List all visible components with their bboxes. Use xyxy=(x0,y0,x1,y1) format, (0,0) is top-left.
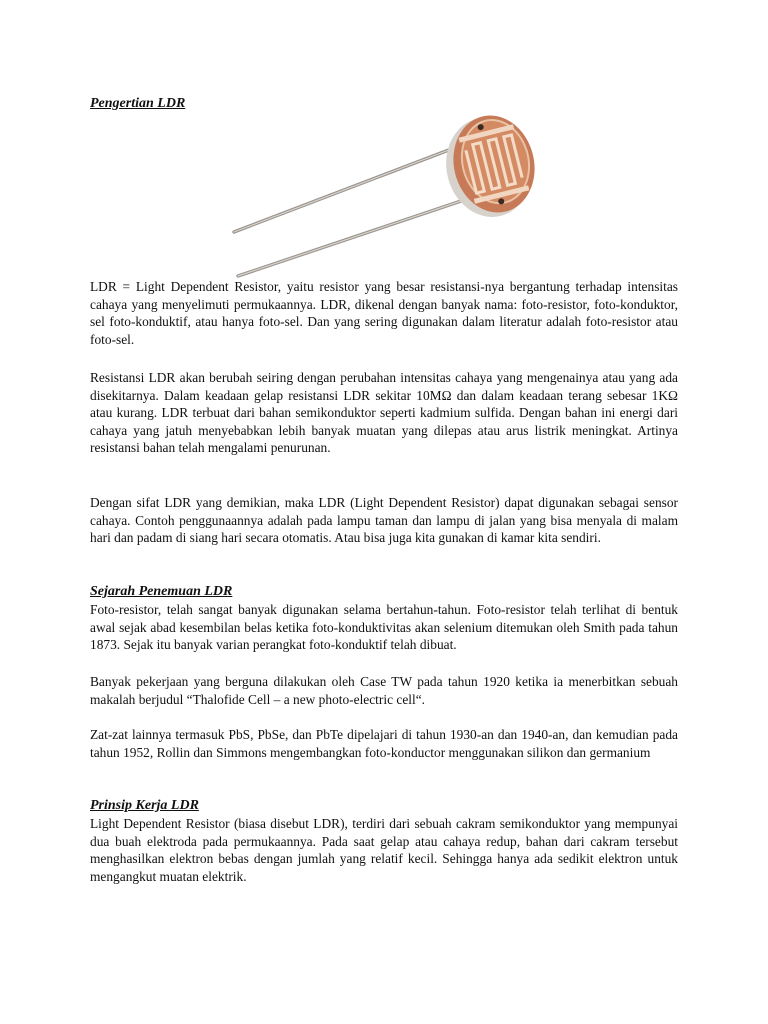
paragraph: Light Dependent Resistor (biasa disebut LDR), terdiri dari sebuah cakram semikonduktor yang mempunyai dua buah elektroda pada permukaannya. Pada saat gelap atau cahaya redup, bahan dari cakram tersebut menghasilkan elektron bebas dengan jumlah yang relatif kecil. Sehingga hanya ada sedikit elektron untuk mengangkut muatan elektrik. xyxy=(90,816,678,884)
paragraph: Foto-resistor, telah sangat banyak digunakan selama bertahun-tahun. Foto-resistor telah terlihat di bentuk awal sejak abad kesembilan belas ketika foto-konduktivitas akan selenium ditemukan oleh Smith pada tahun 1873. Sejak itu banyak varian perangkat foto-konduktif telah dibuat. xyxy=(90,602,678,653)
ldr-photo xyxy=(232,108,538,282)
heading-prinsip-kerja-ldr: Prinsip Kerja LDR xyxy=(90,798,199,813)
paragraph: LDR = Light Dependent Resistor, yaitu resistor yang besar resistansi-nya bergantung terhadap intensitas cahaya yang menyelimuti permukaannya. LDR, dikenal dengan banyak nama: foto-resistor, foto-konduktor, sel foto-konduktif, atau hanya foto-sel. Dan yang sering digunakan dalam literatur adalah foto-resistor atau foto-sel. xyxy=(90,279,678,347)
heading-sejarah-penemuan-ldr: Sejarah Penemuan LDR xyxy=(90,584,233,599)
paragraph: Banyak pekerjaan yang berguna dilakukan oleh Case TW pada tahun 1920 ketika ia menerbitkan sebuah makalah berjudul “Thalofide Cell – a new photo-electric cell“. xyxy=(90,674,678,707)
paragraph: Zat-zat lainnya termasuk PbS, PbSe, dan PbTe dipelajari di tahun 1930-an dan 1940-an, dan kemudian pada tahun 1952, Rollin dan Simmons mengembangkan foto-konductor menggunakan silikon dan germanium xyxy=(90,727,678,760)
ldr-illustration xyxy=(232,108,538,282)
paragraph: Dengan sifat LDR yang demikian, maka LDR (Light Dependent Resistor) dapat digunakan sebagai sensor cahaya. Contoh penggunaannya adalah pada lampu taman dan lampu di jalan yang bisa menyala di malam hari dan padam di siang hari secara otomatis. Atau bisa juga kita gunakan di kamar kita sendiri. xyxy=(90,495,678,546)
heading-pengertian-ldr: Pengertian LDR xyxy=(90,96,186,111)
paragraph: Resistansi LDR akan berubah seiring dengan perubahan intensitas cahaya yang mengenainya atau yang ada disekitarnya. Dalam keadaan gelap resistansi LDR sekitar 10MΩ dan dalam keadaan terang sebesar 1KΩ atau kurang. LDR terbuat dari bahan semikonduktor seperti kadmium sulfida. Dengan bahan ini energi dari cahaya yang jatuh menyebabkan lebih banyak muatan yang dilepas atau arus listrik meningkat. Artinya resistansi bahan telah mengalami penurunan. xyxy=(90,370,678,456)
